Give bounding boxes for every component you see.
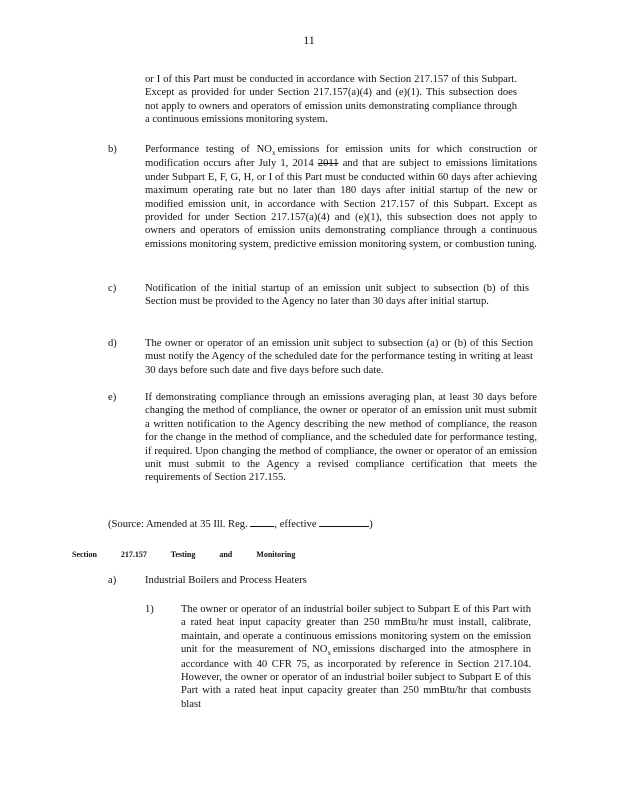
intro-paragraph	[145, 73, 517, 127]
sub-a-1-marker: 1)	[145, 604, 154, 615]
sub-a-1-text-2: emissions discharged into the atmosphere in accordance with 40 CFR 75, as incorporated by reference in Section 217.104. However, the owner or operator of an industrial boiler subject to Subpart E of this Part with a rated heat input capacity greater than 250 mmBtu/hr that combusts blast	[181, 644, 531, 710]
item-b-text-2: emissions for emission units for which construction or modification occurs after July 1, 2014	[145, 144, 538, 170]
item-e-marker: e)	[108, 392, 117, 403]
item-c-text: Notification of the initial startup of an emission unit subject to subsection (b) of this Section must be provided to the Agency no later than 30 days after initial startup.	[145, 283, 529, 308]
item-b-paragraph	[145, 143, 537, 251]
section-number: 217.157	[120, 550, 147, 559]
intro-text: or I of this Part must be conducted in accordance with Section 217.157 of this Subpart. Except as provided for under Section 217.157(a)(4) and (e)(1). This subsection does not apply to owners and operators of emission units demonstrating compliance through a continuous emissions monitoring system.	[145, 74, 517, 126]
page-number: 11	[303, 33, 315, 47]
item-b-struck-text: 2011	[317, 158, 339, 170]
item-e-text: If demonstrating compliance through an emissions averaging plan, at least 30 days before changing the method of compliance, the owner or operator of an emission unit must submit a written notification to the Agency describing the new method of compliance, the reason for the change in the method of compliance, and the scheduled date for performance testing, if required. Upon changing the method of compliance, the owner or operator of an emission unit must submit to the Agency a revised compliance certification that meets the requirements of Section 217.155.	[145, 392, 537, 484]
source-note	[108, 516, 428, 531]
item-d-marker: d)	[108, 338, 117, 349]
section-title-1: Testing	[170, 550, 196, 559]
section-title-3: Monitoring	[256, 550, 296, 559]
item-e-paragraph	[145, 391, 537, 485]
effective-date-blank	[319, 516, 369, 527]
item-b-text-3: and that are subject to emissions limitations under Subpart E, F, G, H, or I of this Part must be conducted within 60 days after achieving maximum operating rate but no later than 180 days after initial startup of the new or modified emission unit, in accordance with Section 217.157 of this Subpart. Except as provided for under Section 217.157(a)(4) and (e)(1), this subsection does not apply to owners and operators of emission units demonstrating compliance through a continuous emissions monitoring system, predictive emission monitoring system, or combustion tuning.	[145, 158, 537, 250]
item-d-paragraph	[145, 337, 533, 377]
source-note-middle: , effective	[274, 519, 317, 530]
sub-a-heading	[145, 574, 445, 587]
sub-a-1-subscript: x	[327, 649, 331, 658]
sub-a-1-text-1: The owner or operator of an industrial boiler subject to Subpart E of this Part with a rated heat input capacity greater than 250 mmBtu/hr must install, calibrate, maintain, and operate a continuous emissions monitoring system on the emission unit for the measurement of NO	[181, 604, 531, 656]
item-b-text-1: Performance testing of NO	[145, 144, 272, 155]
item-b-subscript: x	[271, 149, 276, 157]
section-title-2: and	[219, 550, 233, 559]
item-d-text: The owner or operator of an emission unit subject to subsection (a) or (b) of this Section must notify the Agency of the scheduled date for the performance testing in writing at least 30 days before such date and five days before such date.	[145, 338, 533, 376]
sub-a-text: Industrial Boilers and Process Heaters	[145, 575, 307, 586]
source-note-prefix: (Source: Amended at 35 Ill. Reg.	[108, 519, 248, 530]
sub-a-marker: a)	[108, 575, 117, 586]
item-c-marker: c)	[108, 283, 117, 294]
sub-a-1-paragraph	[181, 603, 531, 711]
reg-blank	[250, 516, 274, 527]
item-c-paragraph	[145, 282, 529, 309]
item-b-marker: b)	[108, 144, 117, 155]
section-heading	[72, 548, 317, 561]
source-note-suffix: )	[369, 519, 373, 530]
section-label: Section	[72, 550, 97, 559]
